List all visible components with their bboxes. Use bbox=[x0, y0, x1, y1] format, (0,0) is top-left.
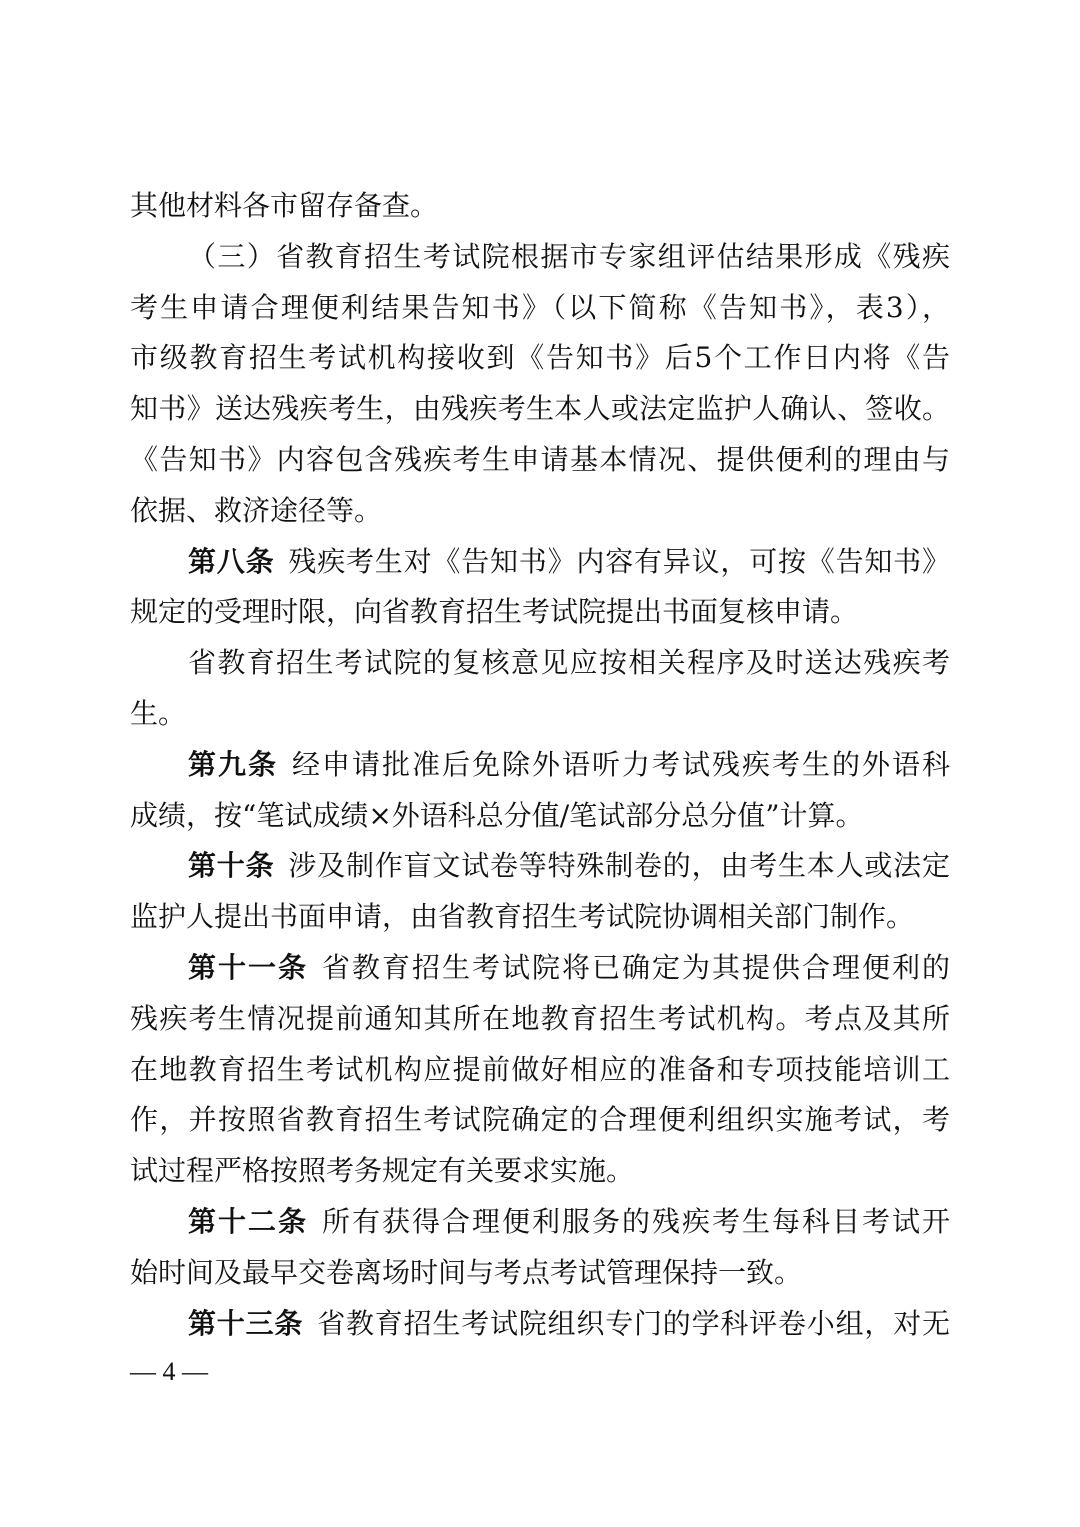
line-text: 试过程严格按照考务规定有关要求实施。 bbox=[130, 1154, 635, 1188]
line-text: 考生申请合理便利结果告知书》（以下简称《告知书》，表3）， bbox=[130, 290, 950, 324]
text-line bbox=[130, 943, 950, 994]
text-line bbox=[130, 740, 950, 791]
text-line bbox=[130, 283, 950, 334]
article-heading: 第十三条 bbox=[188, 1306, 304, 1340]
text-line bbox=[130, 1095, 950, 1146]
line-text: 省教育招生考试院将已确定为其提供合理便利的 bbox=[322, 950, 950, 984]
text-line bbox=[130, 1299, 950, 1350]
line-text: 经申请批准后免除外语听力考试残疾考生的外语科 bbox=[292, 747, 950, 781]
article-heading: 第十一条 bbox=[188, 950, 308, 984]
text-line bbox=[130, 384, 950, 435]
line-text: 作，并按照省教育招生考试院确定的合理便利组织实施考试，考 bbox=[130, 1103, 950, 1137]
text-line bbox=[130, 181, 950, 232]
line-text: 知书》送达残疾考生，由残疾考生本人或法定监护人确认、签收。 bbox=[130, 392, 950, 426]
article-heading: 第九条 bbox=[188, 747, 278, 781]
line-text: 涉及制作盲文试卷等特殊制卷的，由考生本人或法定 bbox=[288, 849, 950, 883]
line-text: 监护人提出书面申请，由省教育招生考试院协调相关部门制作。 bbox=[130, 900, 915, 934]
text-line bbox=[130, 994, 950, 1045]
text-line bbox=[130, 1146, 950, 1197]
text-line bbox=[130, 486, 950, 537]
text-line bbox=[130, 1045, 950, 1096]
text-line bbox=[130, 1197, 950, 1248]
line-text: （三）省教育招生考试院根据市专家组评估结果形成《残疾 bbox=[188, 239, 950, 273]
article-heading: 第八条 bbox=[188, 544, 275, 578]
text-line bbox=[130, 232, 950, 283]
line-text: 生。 bbox=[130, 696, 187, 730]
document-body bbox=[130, 181, 950, 1349]
line-text: 在地教育招生考试机构应提前做好相应的准备和专项技能培训工 bbox=[130, 1052, 950, 1086]
line-text: 省教育招生考试院组织专门的学科评卷小组，对无 bbox=[317, 1306, 950, 1340]
line-text: 市级教育招生考试机构接收到《告知书》后5个工作日内将《告 bbox=[130, 341, 950, 375]
text-line bbox=[130, 587, 950, 638]
line-text: 其他材料各市留存备查。 bbox=[130, 189, 439, 222]
article-heading: 第十条 bbox=[188, 849, 275, 883]
text-line bbox=[130, 841, 950, 892]
text-line bbox=[130, 435, 950, 486]
line-text: 始时间及最早交卷离场时间与考点考试管理保持一致。 bbox=[130, 1255, 803, 1289]
line-text: 成绩，按“笔试成绩×外语科总分值/笔试部分总分值”计算。 bbox=[130, 798, 864, 832]
text-line bbox=[130, 1248, 950, 1299]
text-line bbox=[130, 333, 950, 384]
line-text: 残疾考生情况提前通知其所在地教育招生考试机构。考点及其所 bbox=[130, 1001, 950, 1035]
text-line bbox=[130, 537, 950, 588]
text-line bbox=[130, 689, 950, 740]
line-text: 省教育招生考试院的复核意见应按相关程序及时送达残疾考 bbox=[188, 646, 950, 680]
text-line bbox=[130, 638, 950, 689]
text-line bbox=[130, 791, 950, 842]
line-text: 所有获得合理便利服务的残疾考生每科目考试开 bbox=[322, 1204, 950, 1238]
line-text: 依据、救济途径等。 bbox=[130, 493, 383, 527]
line-text: 《告知书》内容包含残疾考生申请基本情况、提供便利的理由与 bbox=[130, 442, 950, 476]
line-text: 残疾考生对《告知书》内容有异议，可按《告知书》 bbox=[288, 544, 950, 578]
line-text: 规定的受理时限，向省教育招生考试院提出书面复核申请。 bbox=[130, 595, 859, 629]
text-line bbox=[130, 892, 950, 943]
page-number: — 4 — bbox=[130, 1357, 208, 1386]
article-heading: 第十二条 bbox=[188, 1204, 308, 1238]
